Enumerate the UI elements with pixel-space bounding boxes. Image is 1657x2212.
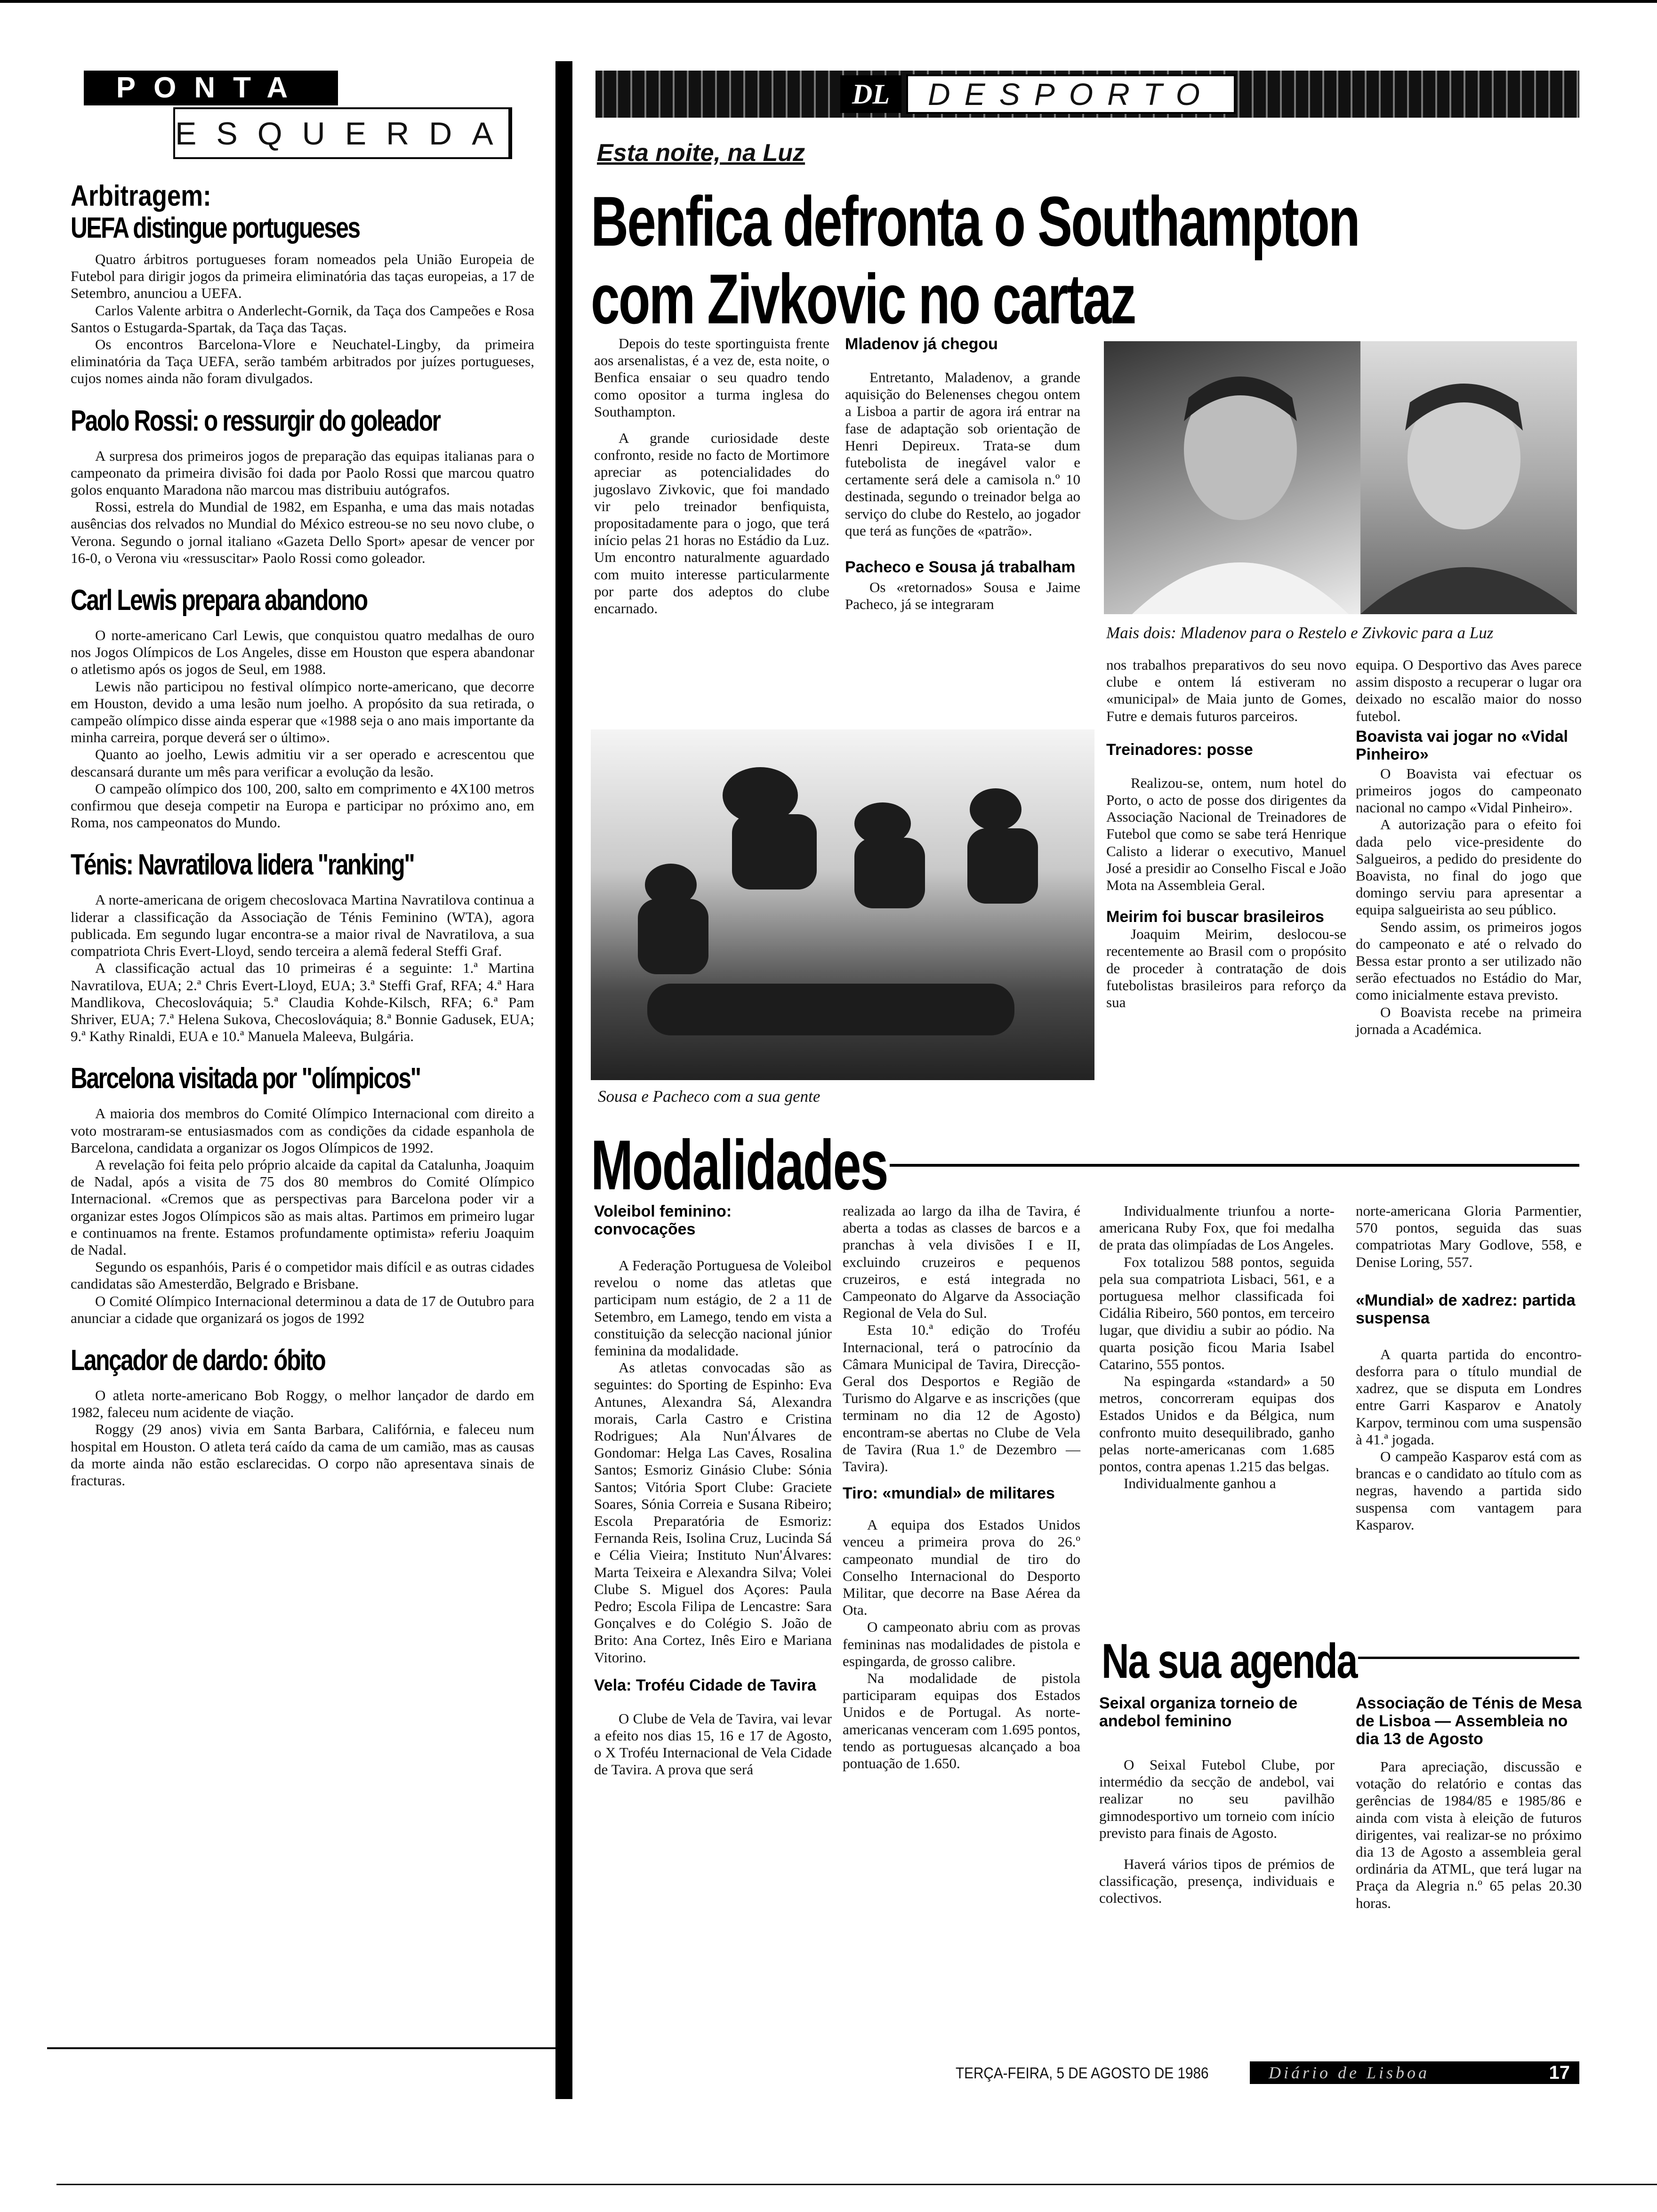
page-number: 17 [1549,2062,1570,2083]
left-bottom-rule [47,2047,555,2049]
main-headline-1: Benfica defronta o Southampton [591,182,1359,261]
caption-group: Sousa e Pacheco com a sua gente [598,1087,820,1106]
sub-boavista: Boavista vai jogar no «Vidal Pinheiro» [1356,727,1568,763]
column-logo [84,71,536,160]
esquerda-label: ESQUERDA [173,107,512,159]
tiro-p4: Individualmente triunfou a norte-americana Ruby Fox, que foi medalha de prata das olimpíadas de Los Angeles. [1099,1202,1335,1253]
a2-p2: Rossi, estrela do Mundial de 1982, em Espanha, e uma das mais notadas ausências dos relvados no Mundial do México estreou-se no seu novo clube, o Verona. Segundo o jornal italiano «Gazeta Dello Sport» apesar de vencer por 16-0, o Verona viu «ressuscitar» Paolo Rossi como goleador. [71,498,534,566]
volei-p1: A Federação Portuguesa de Voleibol revelou o nome das atletas que participam num estágio, de 2 a 11 de Setembro, em Lamego, tendo em vista a constituição da selecção nacional júnior feminina da modalidade. [594,1257,832,1359]
mod-col3 [1099,1202,1335,1492]
a1-kicker: Arbitragem: [71,180,211,212]
vela-p2: realizada ao largo da ilha de Tavira, é aberta a todas as classes de barcos e a pranchas à vela divisões I e II, excluindo cruzeiros e pequenos cruzeiros, e está integrada no Campeonato do Algarve da Associação Regional de Vela do Sul. [843,1202,1080,1322]
portrait-icon [1360,341,1577,614]
agenda-col2 [1356,1694,1582,1912]
a6-title: Lançador de dardo: óbito [71,1344,325,1377]
agenda-col1 [1099,1694,1335,1907]
main-col2-p1: Entretanto, Maladenov, a grande aquisição do Belenenses chegou ontem a Lisboa a partir de agora irá entrar na fase de adaptação sob orientação de Henri Depireux. Trata-se dum futebolista de inegável valor e certamente será dele a camisola n.º 10 destinada, segundo o treinador belga ao serviço do clube do Restelo, ao jogador que terá as funções de «patrão». [845,369,1080,539]
a5-p4: O Comité Olímpico Internacional determinou a data de 17 de Outubro para anunciar a cidade que organizará os jogos de 1992 [71,1292,534,1326]
a4-title: Ténis: Navratilova lidera "ranking" [71,849,414,882]
footer-date: TERÇA-FEIRA, 5 DE AGOSTO DE 1986 [956,2064,1209,2082]
xadrez-p2: O campeão Kasparov está com as brancas e o candidato ao título com as negras, havendo a partida sido suspensa com vantagem para Kasparov. [1356,1448,1582,1533]
main-col4-p5: O Boavista recebe na primeira jornada a Académica. [1356,1003,1582,1037]
a3-p4: O campeão olímpico dos 100, 200, salto em comprimento e 4X100 metros confirmou que deseja competir na Europa e participar no próximo ano, em Roma, nos campeonatos do Mundo. [71,780,534,831]
xadrez-p1: A quarta partida do encontro-desforra para o título mundial de xadrez, que se disputa em Londres entre Garri Kasparov e Anatoly Karpov, terminou com uma suspensão à 41.ª jogada. [1356,1346,1582,1448]
mod-col1 [594,1202,832,1779]
section-banner [595,71,1579,118]
tiro-p7: Individualmente ganhou a [1124,1475,1276,1492]
photo-group [591,729,1094,1080]
main-col2-p2: Os «retornados» Sousa e Jaime Pacheco, já se integraram [845,579,1080,613]
ponta-label: PONTA [84,71,338,105]
main-col3-p3: Joaquim Meirim, deslocou-se recentemente ao Brasil com o propósito de proceder à contratação de dois futebolistas brasileiros para reforço da sua [1106,926,1346,1011]
vela-p1: O Clube de Vela de Tavira, vai levar a efeito nos dias 15, 16 e 17 de Agosto, o X Troféu Internacional de Vela Cidade de Tavira. A prova que será [594,1710,832,1778]
group-figures-icon [591,729,1094,1080]
main-col4-p3: A autorização para o efeito foi dada pelo vice-presidente do Salgueiros, a pedido do presidente do Boavista, no final do jogo que domingo serviu para apresentar a equipa salgueirista ao seu público. [1356,816,1582,918]
main-kicker: Esta noite, na Luz [597,139,805,167]
main-col2 [845,335,1080,613]
mod-col4 [1356,1202,1582,1533]
dl-logo: DL [840,75,901,113]
tiro-p5: Fox totalizou 588 pontos, seguida pela sua compatriota Lisbaci, 561, e a portuguesa melhor classificada foi Cidália Ribeiro, 560 pontos, em terceiro lugar, que dividiu a subir ao pódio. Na quarta posição ficou Maria Isabel Catarino, 555 pontos. [1099,1253,1335,1372]
seixal-p2: Haverá vários tipos de prémios de classificação, presença, individuais e colectivos. [1099,1856,1335,1907]
agenda-rule [1358,1657,1579,1659]
a3-title: Carl Lewis prepara abandono [71,584,367,617]
vertical-divider [555,61,572,2099]
modalidades-rule [890,1164,1579,1167]
modalidades-title: Modalidades [591,1125,888,1204]
main-col3-p2: Realizou-se, ontem, num hotel do Porto, o acto de posse dos dirigentes da Associação Nacional de Treinadores de Futebol que como se sabe terá Henrique Calisto a liderar o executivo, Manuel José a presidir ao Conselho Fiscal e João Mota na Assembleia Geral. [1106,774,1346,894]
volei-head: Voleibol feminino: convocações [594,1202,732,1238]
main-col1 [594,335,829,617]
left-column [71,181,534,1489]
a3-p1: O norte-americano Carl Lewis, que conquistou quatro medalhas de ouro nos Jogos Olímpicos de Los Angeles, disse em Houston que espera abandonar o atletismo após os jogos de Seul, em 1988. [71,627,534,678]
a3-p3: Quanto ao joelho, Lewis admitiu vir a ser operado e acrescentou que descansará durante um mês para verificar a evolução da lesão. [71,746,534,780]
photo-zivkovic [1360,341,1577,614]
tiro-head: Tiro: «mundial» de militares [843,1484,1055,1503]
bottom-rule [56,2184,1657,2185]
photo-mladenov [1104,341,1367,614]
atml-p1: Para apreciação, discussão e votação do relatório e contas das gerências de 1984/85 e 1985/86 e ainda com vista à eleição de futuros dirigentes, vai realizar-se no próximo dia 13 de Agosto a assembleia geral ordinária da ATML, que terá lugar na Praça da Alegria n.º 65 pelas 20.30 horas. [1356,1758,1582,1911]
main-col4 [1356,657,1582,1038]
a5-title: Barcelona visitada por "olímpicos" [71,1062,420,1095]
main-col1-p1: Depois do teste sportinguista frente aos arsenalistas, é a vez de, esta noite, o Benfica ensaiar o seu quadro tendo como opositor a turma inglesa do Southampton. [594,335,829,420]
a4-p1: A norte-americana de origem checoslovaca Martina Navratilova continua a liderar a classificação da Associação de Ténis Feminino (WTA), agora publicada. Em segundo lugar encontra-se a maior rival de Navratilova, a sua compatriota Chris Evert-Lloyd, sendo terceira a alemã federal Steffi Graf. [71,891,534,960]
main-col4-p1: equipa. O Desportivo das Aves parece assim disposto a recuperar o lugar ora deixado no escalão maior do nosso futebol. [1356,657,1582,724]
a5-p2: A revelação foi feita pelo próprio alcaide da capital da Catalunha, Joaquim de Nadal, após a visita de 75 dos 80 membros do Comité Olímpico Internacional. «Cremos que as perspectivas para Barcelona poder vir a organizar estes Jogos Olímpicos são as mais altas. Partimos em primeiro lugar e continuamos na frente. Estamos profundamente optimista» referiu Joaquim de Nadal. [71,1156,534,1258]
footer-paper: Diário de Lisboa [1269,2063,1430,2082]
agenda-title: Na sua agenda [1102,1634,1357,1689]
a1-title: UEFA distingue portugueses [71,212,360,244]
portrait-icon [1104,341,1367,614]
main-col3-p1: nos trabalhos preparativos do seu novo clube e ontem lá estiveram no «municipal» de Maia junto de Gomes, Futre e demais futuros parceiros. [1106,657,1346,724]
main-col4-p4: Sendo assim, os primeiros jogos do campeonato e até o relvado do Bessa estar pronto a ser utilizado não serão efectuados no Estádio do Mar, como inicialmente estava previsto. [1356,918,1582,1003]
mod-col2 [843,1202,1080,1772]
sub-treinadores: Treinadores: posse [1106,740,1253,759]
a1-p1: Quatro árbitros portugueses foram nomeados pela União Europeia de Futebol para dirigir jogos da primeira eliminatória das taças europeias, a 17 de Setembro, anunciou a UEFA. [71,251,534,302]
main-col3 [1106,657,1346,1011]
a5-p1: A maioria dos membros do Comité Olímpico Internacional com direito a voto mostraram-se entusiasmados com as condições da cidade espanhola de Barcelona, candidata a organizar os Jogos Olímpicos de 1992. [71,1105,534,1156]
a6-p1: O atleta norte-americano Bob Roggy, o melhor lançador de dardo em 1982, faleceu num acidente de viação. [71,1387,534,1421]
a1-p2: Carlos Valente arbitra o Anderlecht-Gornik, da Taça dos Campeões e Rosa Santos o Estugarda-Spartak, da Taça das Taças. [71,302,534,336]
atml-head: Associação de Ténis de Mesa de Lisboa — Assembleia no dia 13 de Agosto [1356,1694,1582,1748]
a5-p3: Segundo os espanhóis, Paris é o competidor mais difícil e as outras cidades candidatas são Amesterdão, Belgrado e Brisbane. [71,1258,534,1292]
main-headline-2: com Zivkovic no cartaz [591,259,1135,338]
top-rule [0,0,1657,3]
vela-p3: Esta 10.ª edição do Troféu Internacional, terá o patrocínio da Câmara Municipal de Tavira, Direcção-Geral dos Desportos e Região de Turismo do Algarve e as inscrições (que terminam no dia 12 de Agosto) encontram-se abertas no Clube de Vela de Tavira (Rua 1.º de Dezembro — Tavira). [843,1322,1080,1475]
section-title: DESPORTO [906,74,1236,114]
main-col4-p2: O Boavista vai efectuar os primeiros jogos do campeonato nacional no campo «Vidal Pinheiro». [1356,765,1582,816]
xadrez-head: «Mundial» de xadrez: partida suspensa [1356,1291,1576,1327]
main-col1-p2: A grande curiosidade deste confronto, reside no facto de Mortimore apreciar as potencialidades do jugoslavo Zivkovic, que foi mandado vir pelo treinador benfiquista, propositadamente para o jogo, que terá início pelas 21 horas no Estádio da Luz. Um encontro naturalmente aguardado com muito interesse particularmente por parte dos adeptos do clube encarnado. [594,430,829,617]
sub-meirim: Meirim foi buscar brasileiros [1106,908,1324,926]
seixal-head: Seixal organiza torneio de andebol feminino [1099,1694,1298,1730]
a6-p2: Roggy (29 anos) vivia em Santa Barbara, Califórnia, e faleceu num hospital em Houston. O atleta terá caído da cama de um camião, mas as causas da morte ainda não estão esclarecidas. O corpo não apresentava sinais de fracturas. [71,1421,534,1489]
a1-p3: Os encontros Barcelona-Vlore e Neuchatel-Lingby, da primeira eliminatória da Taça UEFA, serão também arbitrados por juízes portugueses, cujos nomes ainda não foram divulgados. [71,336,534,387]
sub-pacheco-sousa: Pacheco e Sousa já trabalham [845,558,1076,577]
footer-bar [1250,2061,1579,2084]
a2-p1: A surpresa dos primeiros jogos de preparação das equipas italianas para o campeonato da primeira divisão foi dada por Paolo Rossi que marcou quatro golos enquanto Maradona não marcou mas distribuiu autógrafos. [71,447,534,498]
a4-p2: A classificação actual das 10 primeiras é a seguinte: 1.ª Martina Navratilova, EUA; 2.ª Chris Evert-Lloyd, EUA; 3.ª Steffi Graf, RFA; 4.ª Hara Mandlikova, Checoslováquia; 5.ª Claudia Kohde-Kilsch, RFA; 6.ª Pam Shriver, EUA; 7.ª Helena Sukova, Checoslováquia; 8.ª Bonnie Gadusek, EUA; 9.ª Kathy Rinaldi, EUA e 10.ª Manuela Maleeva, Bulgária. [71,960,534,1045]
tiro-p1: A equipa dos Estados Unidos venceu a primeira prova do 26.º campeonato mundial de tiro do Conselho Internacional do Desporto Militar, que decorre na Base Aérea da Ota. [843,1516,1080,1619]
vela-head: Vela: Troféu Cidade de Tavira [594,1676,816,1694]
tiro-p6: Na espingarda «standard» a 50 metros, concorreram equipas dos Estados Unidos e da Bélgica, num confronto muito desequilibrado, ganho pelas norte-americanas com 1.685 pontos, contra apenas 1.215 das belgas. [1099,1373,1335,1475]
caption-players: Mais dois: Mladenov para o Restelo e Zivkovic para a Luz [1106,624,1494,642]
tiro-p3: Na modalidade de pistola participaram equipas dos Estados Unidos e de Portugal. As norte-americanas venceram com 1.695 pontos, tendo as portuguesas alcançado a boa pontuação de 1.650. [843,1670,1080,1772]
seixal-p1: O Seixal Futebol Clube, por intermédio da secção de andebol, vai realizar no seu pavilhão gimnodesportivo um torneio com início previsto para finais de Agosto. [1099,1756,1335,1841]
a2-title: Paolo Rossi: o ressurgir do goleador [71,404,440,437]
tiro-p2: O campeonato abriu com as provas femininas nas modalidades de pistola e espingarda, de grosso calibre. [843,1619,1080,1669]
tiro-p8: norte-americana Gloria Parmentier, 570 pontos, seguida das suas compatriotas Mary Godlove, 558, e Denise Loring, 557. [1356,1202,1582,1270]
sub-mladenov: Mladenov já chegou [845,335,998,353]
a3-p2: Lewis não participou no festival olímpico norte-americano, que decorre em Houston, devido a uma lesão num joelho. A propósito da sua retirada, o campeão olímpico disse ainda esperar que «1988 seja o ano mais importante da minha carreira, porque deverá ser o último». [71,678,534,746]
volei-p2: As atletas convocadas são as seguintes: do Sporting de Espinho: Eva Antunes, Alexandra Sá, Alexandra morais, Carla Castro e Cristina Rodrigues; Ala Nun'Álvares de Gondomar: Helga Las Caves, Rosalina Santos; Esmoriz Ginásio Clube: Sónia Santos; Vitória Sport Clube: Graciete Soares, Sónia Correia e Susana Ribeiro; Escola Preparatória de Esmoriz: Fernanda Reis, Isolina Cruz, Lucinda Sá e Célia Vieira; Instituto Nun'Álvares: Marta Teixeira e Alexandra Silva; Volei Clube S. Miguel dos Açores: Paula Pedro; Escola Filipa de Lencastre: Sara Gonçalves e do Colégio S. João de Brito: Ana Cortez, Inês Eiro e Mariana Vitorino. [594,1359,832,1666]
